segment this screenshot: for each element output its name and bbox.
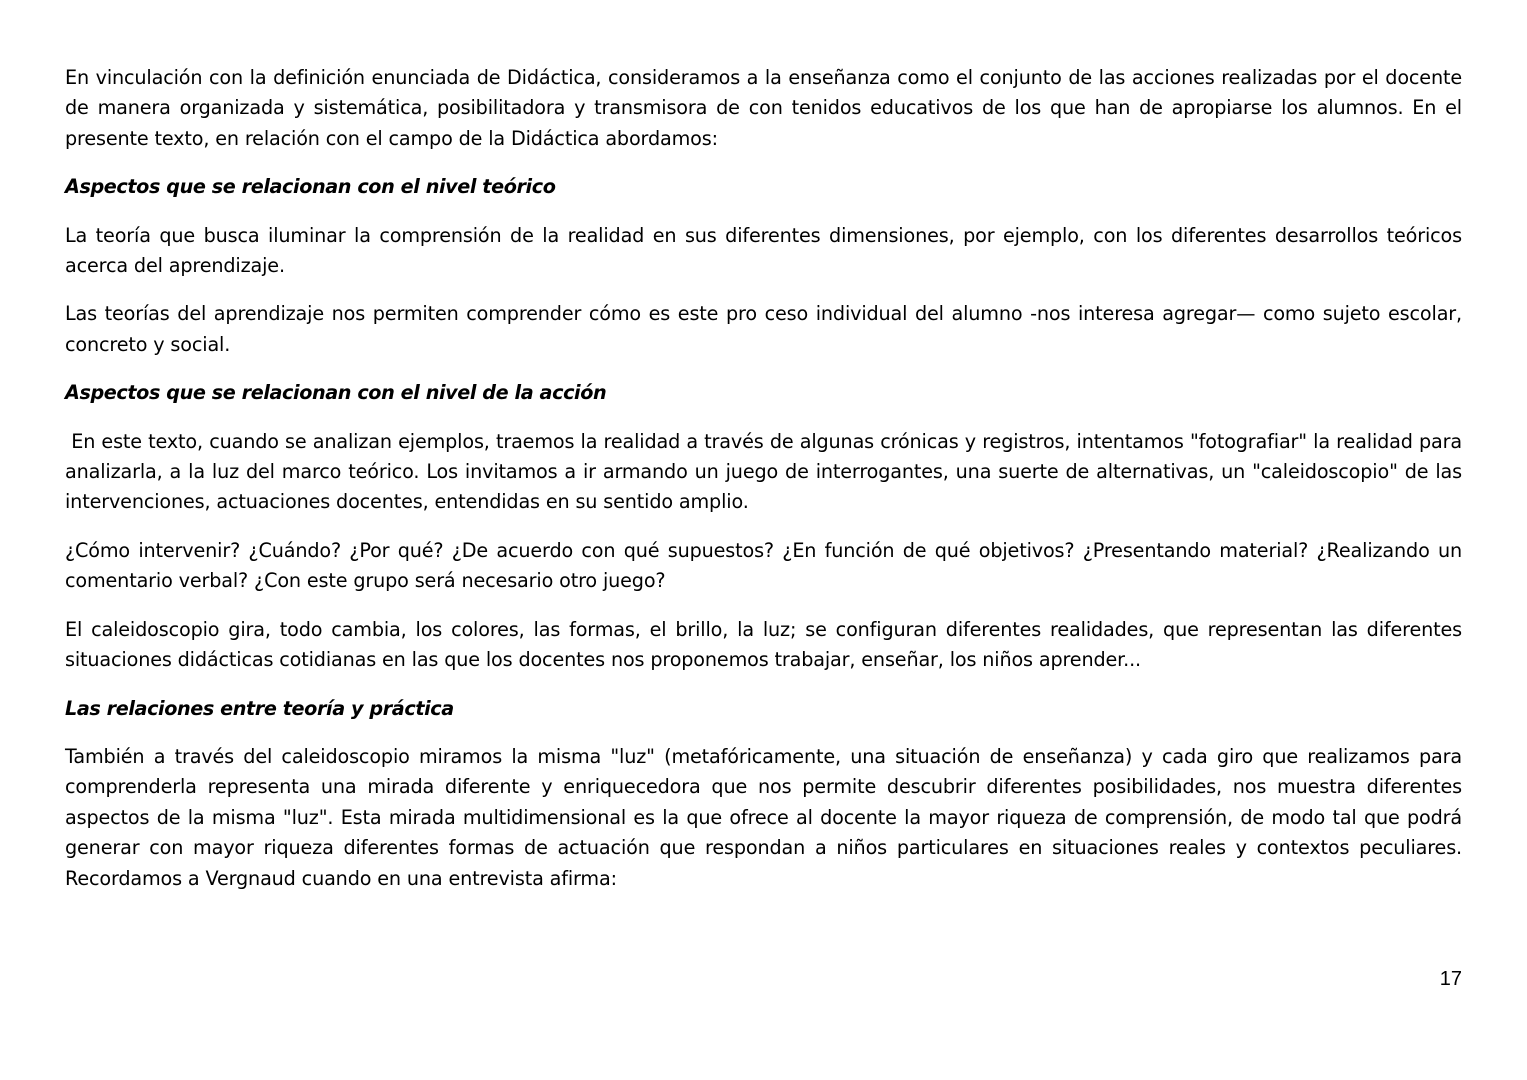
section-heading-action: Aspectos que se relacionan con el nivel de la acción [65,381,607,405]
page-number: 17 [1439,968,1462,990]
paragraph-theory: La teoría que busca iluminar la comprensión de la realidad en sus diferentes dimensiones, por ejemplo, con los diferentes desarrollos teóricos acerca del aprendizaje. [65,223,1462,278]
paragraph-learning-theories: Las teorías del aprendizaje nos permiten comprender cómo es este pro ceso individual del alumno -nos interesa agregar— como sujeto escolar, concreto y social. [65,302,1462,356]
section-heading-theory: Aspectos que se relacionan con el nivel teórico [65,175,556,199]
paragraph-intro: En vinculación con la definición enunciada de Didáctica, consideramos a la enseñanza como el conjunto de las acciones realizadas por el docente de manera organizada y sistemática, posibilitadora y transmisora de con tenidos educativos de los que han de apropiarse los alumnos. En el presente texto, en relación con el campo de la Didáctica abordamos: [65,66,1462,150]
paragraph-questions: ¿Cómo intervenir? ¿Cuándo? ¿Por qué? ¿De acuerdo con qué supuestos? ¿En función de qué objetivos? ¿Presentando material? ¿Realizando un comentario verbal? ¿Con este grupo será necesario otro juego? [65,538,1462,593]
paragraph-multidimensional: También a través del caleidoscopio miramos la misma "luz" (metafóricamente, una situación de enseñanza) y cada giro que realizamos para comprenderla representa una mirada diferente y enriquecedora que nos permite descubrir diferentes posibilidades, nos muestra diferentes aspectos de la misma "luz". Esta mirada multidimensional es la que ofrece al docente la mayor riqueza de comprensión, de modo tal que podrá generar con mayor riqueza diferentes formas de actuación que respondan a niños particulares en situaciones reales y contextos peculiares. Recordamos a Vergnaud cuando en una entrevista afirma: [65,744,1462,890]
paragraph-examples: En este texto, cuando se analizan ejemplos, traemos la realidad a través de algunas crónicas y registros, intentamos "fotografiar" la realidad para analizarla, a la luz del marco teórico. Los invitamos a ir armando un juego de interrogantes, una suerte de alternativas, un "caleidoscopio" de las intervenciones, actuaciones docentes, entendidas en su sentido amplio. [65,429,1468,514]
section-heading-theory-practice: Las relaciones entre teoría y práctica [65,696,454,720]
paragraph-kaleidoscope: El caleidoscopio gira, todo cambia, los colores, las formas, el brillo, la luz; se configuran diferentes realidades, que representan las diferentes situaciones didácticas cotidianas en las que los docentes nos proponemos trabajar, enseñar, los niños aprender... [65,617,1462,672]
document-body [65,63,1468,912]
